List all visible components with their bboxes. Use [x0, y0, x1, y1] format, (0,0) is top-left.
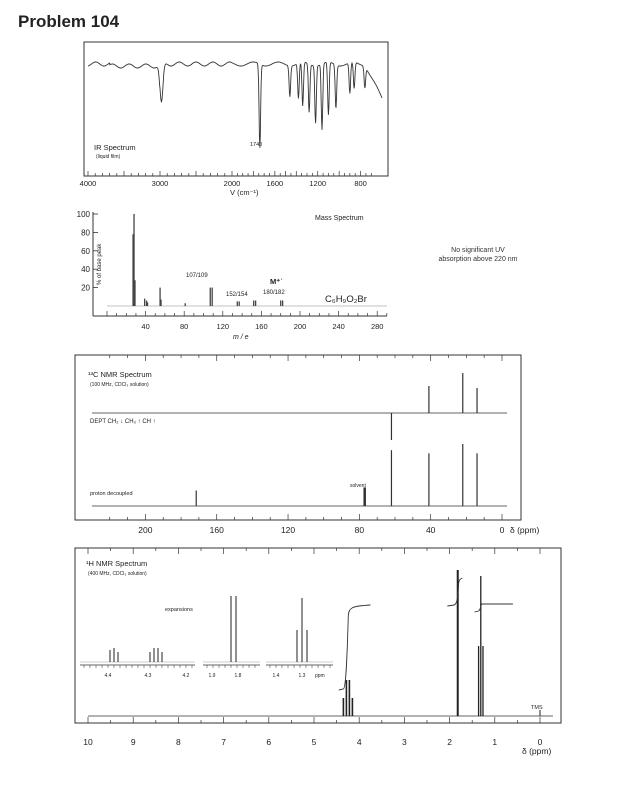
ms-label: Mass Spectrum — [315, 215, 364, 222]
h1-x-tick-label: 2 — [447, 737, 452, 747]
c13-x-axis-label: δ (ppm) — [510, 525, 540, 535]
expansion-tick-label: 4.3 — [144, 673, 152, 679]
c13-dept-label: DEPT CH₂ ↓ CH₃ ↑ CH ↑ — [90, 419, 156, 425]
h1-x-tick-label: 5 — [311, 737, 317, 747]
ms-y-tick-label: 100 — [76, 210, 90, 219]
h1-frame — [75, 548, 561, 723]
h1-x-tick-label: 3 — [402, 737, 407, 747]
h1-expansions-label: expansions — [165, 607, 193, 613]
h1-sublabel: (400 MHz, CDCl₃ solution) — [88, 571, 147, 577]
ir-x-tick-label: 800 — [354, 179, 367, 188]
ms-ann-m: M⁺˙ — [270, 277, 283, 286]
h1-label: ¹H NMR Spectrum — [86, 559, 148, 568]
h1-x-tick-label: 7 — [221, 737, 226, 747]
ir-x-tick-label: 4000 — [79, 179, 97, 188]
expansion-tick-label: 4.2 — [182, 673, 190, 679]
expansion-tick-label: 1.4 — [272, 673, 280, 679]
c13-panel — [75, 355, 539, 535]
h1-x-tick-label: 4 — [356, 737, 362, 747]
ir-x-tick-label: 1200 — [309, 179, 327, 188]
ms-x-tick-label: 120 — [216, 322, 230, 331]
expansion-ppm-label: ppm — [315, 673, 325, 679]
expansion-tick-label: 1.9 — [208, 673, 216, 679]
ms-y-tick-label: 80 — [81, 228, 90, 238]
h1-x-tick-label: 0 — [537, 737, 543, 747]
ms-x-tick-label: 280 — [370, 322, 384, 331]
ms-ann-m-values: 180/182 — [263, 290, 285, 296]
h1-x-tick-label: 6 — [266, 737, 272, 747]
expansion-tick-label: 4.4 — [104, 673, 112, 679]
ms-ann-107: 107/109 — [186, 273, 208, 279]
c13-x-tick-label: 200 — [138, 525, 153, 535]
h1-tms-label: TMS — [531, 705, 543, 711]
c13-x-tick-label: 80 — [354, 525, 365, 535]
c13-x-tick-label: 120 — [280, 525, 296, 535]
ir-trace — [88, 62, 382, 148]
h1-x-tick-label: 9 — [130, 737, 136, 747]
ir-x-tick-label: 3000 — [151, 179, 169, 188]
expansion-tick-label: 1.8 — [234, 673, 242, 679]
ms-y-tick-label: 40 — [81, 265, 90, 275]
c13-x-tick-label: 0 — [499, 525, 505, 535]
h1-panel — [75, 548, 561, 756]
ir-panel — [80, 42, 388, 197]
ms-x-tick-label: 40 — [141, 322, 150, 331]
h1-x-tick-label: 8 — [176, 737, 181, 747]
uv-note-line2: absorption above 220 nm — [438, 256, 518, 263]
expansion-tick-label: 1.3 — [298, 673, 306, 679]
c13-proton-label: proton decoupled — [90, 491, 133, 497]
ms-x-tick-label: 240 — [332, 322, 345, 331]
h1-x-tick-label: 1 — [492, 737, 498, 747]
h1-integral-singlet — [447, 578, 462, 606]
c13-solvent-label: solvent — [350, 483, 366, 489]
uv-note-line1: No significant UV — [451, 247, 505, 254]
c13-frame — [75, 355, 521, 520]
ir-x-axis-label: V (cm⁻¹) — [230, 188, 259, 197]
ms-x-tick-label: 160 — [255, 322, 268, 331]
expansion-singlet — [203, 596, 260, 679]
ms-y-axis-label: % of base peak — [97, 243, 103, 285]
ir-peak-label: 1740 — [250, 142, 263, 148]
c13-label: ¹³C NMR Spectrum — [88, 370, 152, 379]
c13-x-tick-label: 160 — [209, 525, 224, 535]
ms-x-tick-label: 80 — [180, 322, 189, 331]
problem-title: Problem 104 — [18, 12, 120, 31]
ms-x-tick-label: 200 — [293, 322, 307, 331]
c13-sublabel: (100 MHz, CDCl₃ solution) — [90, 382, 149, 388]
ir-frame — [84, 42, 388, 176]
ms-ann-152: 152/154 — [226, 292, 248, 298]
h1-x-axis-label: δ (ppm) — [522, 746, 552, 756]
h1-integral-quartet — [339, 605, 371, 690]
h1-x-tick-label: 10 — [83, 737, 93, 747]
ir-x-tick-label: 1600 — [266, 179, 284, 188]
expansion-quartet — [80, 648, 195, 679]
ms-y-tick-label: 20 — [81, 283, 90, 293]
ir-label: IR Spectrum — [94, 143, 136, 152]
ms-x-axis-label: m / e — [233, 334, 249, 341]
ms-panel — [77, 210, 387, 341]
expansion-triplet — [266, 598, 333, 679]
c13-x-tick-label: 40 — [425, 525, 436, 535]
ms-y-tick-label: 60 — [81, 246, 90, 256]
ir-sublabel: (liquid film) — [96, 154, 121, 160]
ms-formula: C₆H₉O₂Br — [325, 294, 367, 305]
ir-tick-marks — [88, 171, 371, 176]
ir-x-tick-label: 2000 — [223, 179, 241, 188]
